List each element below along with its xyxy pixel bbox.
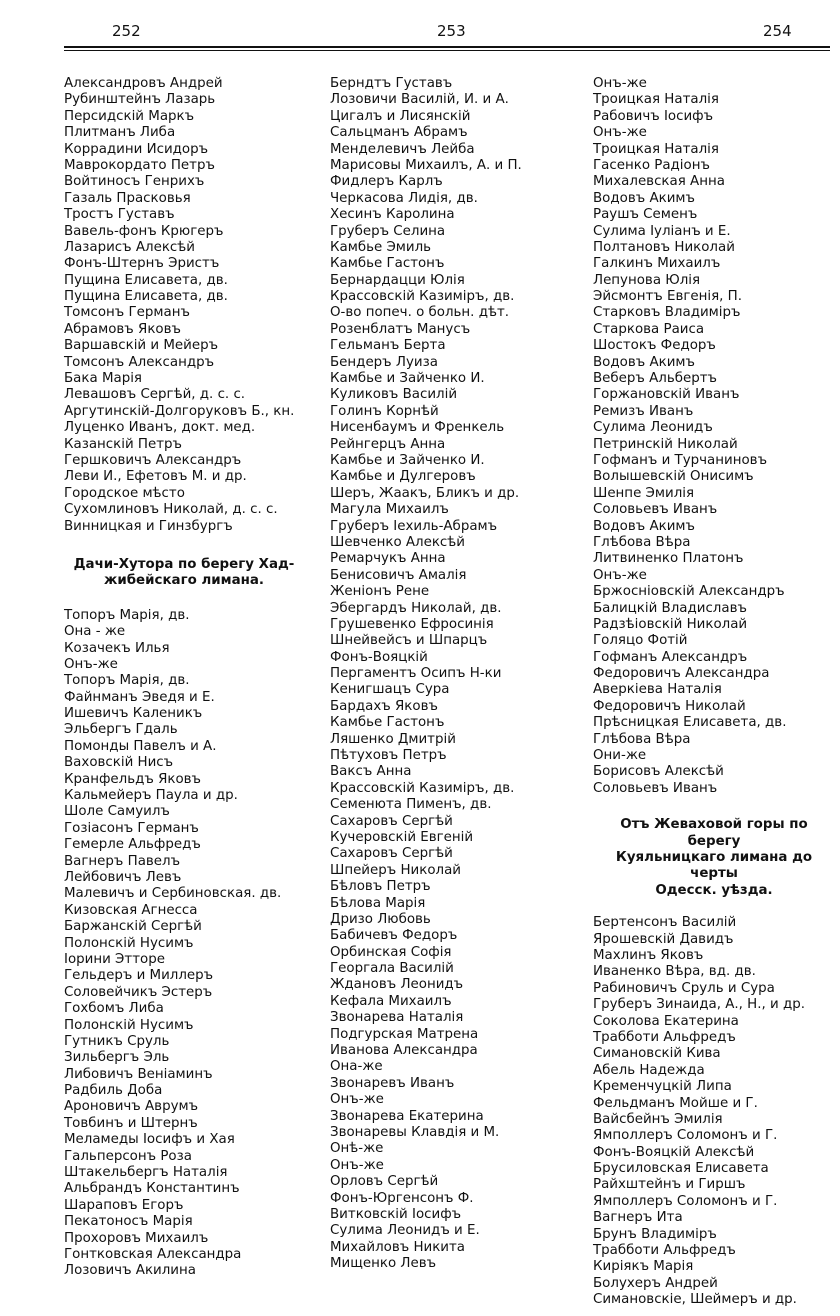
list-item: Кальмейеръ Паула и др. [64,788,238,804]
list-item: Рейнгерцъ Анна [330,436,446,452]
list-item: Ваховскій Нисъ [64,755,174,771]
list-item: Лозовичи Василій, И. и А. [330,92,509,108]
list-item: Камбье и Зайченко И. [330,371,485,387]
section-heading-line: жибейскаго лимана. [104,573,264,589]
list-item: Водовъ Акимъ [593,354,695,370]
list-item: Бака Марія [64,371,142,387]
list-item: Товбинъ и Штернъ [64,1115,198,1131]
list-item: Фонъ-Юргенсонъ Ф. [330,1190,474,1206]
list-item: Крассовскій Казиміръ, дв. [330,780,515,796]
list-item: Баржанскій Сергѣй [64,919,202,935]
list-item: Вагнеръ Павелъ [64,853,181,869]
list-item: Брусиловская Елисавета [593,1161,769,1177]
list-item: Гофманъ и Турчаниновъ [593,452,768,468]
list-item: Старковъ Владиміръ [593,305,741,321]
page-header [0,0,840,48]
list-item: Топоръ Марія, дв. [64,673,190,689]
list-item: Полонскій Нусимъ [64,935,194,951]
list-item: Аргутинскій-Долгоруковъ Б., кн. [64,403,295,419]
list-item: Женіонъ Рене [330,584,430,600]
list-item: Петринскій Николай [593,436,738,452]
list-item: Лепунова Юлія [593,272,701,288]
list-item: Вавель-фонъ Крюгеръ [64,223,224,239]
list-item: Сальцманъ Абрамъ [330,125,468,141]
list-item: Звонарева Екатерина [330,1108,484,1124]
list-item: Плитманъ Либа [64,125,176,141]
list-item: Мищенко Левъ [330,1256,437,1272]
list-item: Аверкіева Наталія [593,682,722,698]
list-item: Симановскіе, Шеймеръ и др. [593,1292,797,1308]
list-item: Соловейчикъ Эстеръ [64,984,213,1000]
list-item: Федоровичъ Николай [593,698,746,714]
list-item: Орловъ Сергѣй [330,1174,439,1190]
header-rule [64,46,830,48]
list-item: Эбергардъ Николай, дв. [330,600,502,616]
list-item: Гозіасонъ Германъ [64,820,199,836]
list-item: Городское мѣсто [64,485,185,501]
list-item: Камбье и Зайченко И. [330,452,485,468]
list-item: Водовъ Акимъ [593,518,695,534]
list-item: Тростъ Густавъ [64,207,175,223]
list-item: Фидлеръ Карлъ [330,174,443,190]
list-item: Магула Михаилъ [330,502,449,518]
list-item: Киріякъ Марія [593,1259,694,1275]
list-item: Лазарисъ Алексѣй [64,239,195,255]
list-item: Махлинъ Яковъ [593,948,704,963]
list-item: Прѣсницкая Елисавета, дв. [593,715,787,731]
list-item: Либовичъ Веніаминъ [64,1066,213,1082]
list-item: Она - же [64,624,126,640]
list-item: Ждановъ Леонидъ [330,977,464,993]
list-item: Александровъ Андрей [64,76,223,91]
list-item: Подгурская Матрена [330,1026,479,1042]
list-item: Ваксъ Анна [330,764,412,780]
list-item: Леви И., Ефетовъ М. и др. [64,469,247,485]
list-item: Иванова Александра [330,1043,478,1059]
list-item: Гершковичъ Александръ [64,452,242,468]
list-item: Груберъ Іехиль-Абрамъ [330,518,498,534]
list-item: Гельдеръ и Миллеръ [64,968,214,984]
list-item: Малевичъ и Сербиновская. дв. [64,886,282,902]
list-item: Фонъ-Вояцкій [330,649,428,665]
list-item: Онъ-же [330,1157,384,1173]
section-heading-line: Одесск. уѣзда. [655,882,773,898]
list-item: Они-же [593,748,647,764]
list-item: Персидскій Маркъ [64,108,195,124]
list-item: Гутникъ Сруль [64,1033,170,1049]
list-item: Сахаровъ Сергѣй [330,846,453,862]
list-item: Шнейвейсъ и Шпарцъ [330,633,488,649]
list-item: Троицкая Наталія [593,141,719,157]
list-item: Луценко Иванъ, докт. мед. [64,420,256,436]
list-item: Ремизъ Иванъ [593,403,694,419]
list-item: Трабботи Альфредъ [593,1243,736,1259]
list-item: Коррадини Исидоръ [64,141,209,157]
list-item: Фонъ-Штернъ Эристъ [64,256,220,272]
list-item: Полонскій Нусимъ [64,1017,194,1033]
list-item: О-во попеч. о больн. дѣт. [330,305,510,321]
list-item: Помонды Павелъ и А. [64,738,217,754]
list-item: Черкасова Лидія, дв. [330,190,478,206]
header-rule-thin [64,50,830,51]
list-item: Кизовская Агнесса [64,902,198,918]
list-item: Пергаментъ Осипъ Н-ки [330,666,502,682]
list-item: Горжановскій Иванъ [593,387,740,403]
list-item: Она-же [330,1059,383,1075]
list-item: Троицкая Наталія [593,92,719,108]
section-heading [64,557,304,590]
list-item: Вайсбейнъ Эмилія [593,1111,723,1127]
list-item: Кенигшацъ Сура [330,682,450,698]
section-heading-line: Дачи-Хутора по берегу Хад- [73,556,295,572]
list-item: Звонаревы Клавдія и М. [330,1125,500,1140]
list-item: Кефала Михаилъ [330,993,452,1009]
list-item: Балицкій Владиславъ [593,600,747,616]
spacer [64,535,304,557]
section-heading [593,817,835,899]
list-item: Рабиновичъ Сруль и Сура [593,980,775,996]
page-number-right: 254 [763,22,792,40]
list-item: Шеръ, Жаакъ, Бликъ и др. [330,485,520,501]
spacer [593,899,835,915]
list-item: Абрамовъ Яковъ [64,321,181,337]
column-1 [64,76,304,1280]
list-item: Райхштейнъ и Гиршъ [593,1177,746,1193]
list-item: Варшавскій и Мейеръ [64,338,219,354]
list-item: Менделевичъ Лейба [330,141,475,157]
list-item: Галкинъ Михаилъ [593,256,721,272]
list-item: Іорини Этторе [64,951,165,967]
list-item: Ямполлеръ Соломонъ и Г. [593,1193,778,1209]
list-item: Шараповъ Егоръ [64,1197,184,1213]
list-item: Кранфельдъ Яковъ [64,771,202,787]
list-item: Шостокъ Федоръ [593,338,716,354]
list-item: Камбье Гастонъ [330,715,445,731]
list-item: Хесинъ Каролина [330,207,455,223]
list-item: Берндтъ Густавъ [330,76,453,91]
list-item: Пѣтуховъ Петръ [330,748,447,764]
list-item: Старкова Раиса [593,321,705,337]
list-item: Шпейеръ Николай [330,862,461,878]
list-item: Голинъ Корнѣй [330,403,439,419]
list-item: Войтиносъ Генрихъ [64,174,205,190]
list-item: Эльбергъ Гдаль [64,722,178,738]
spacer [64,590,304,608]
list-item: Груберъ Селина [330,223,446,239]
list-item: Звонарева Наталія [330,1010,464,1026]
list-item: Голяцо Фотій [593,633,688,649]
list-item: Вагнеръ Ита [593,1210,683,1226]
list-item: Маврокордато Петръ [64,157,215,173]
list-item: Глѣбова Вѣра [593,731,691,747]
list-item: Гохбомъ Либа [64,1001,164,1017]
list-item: Онъ-же [330,1092,384,1108]
column-2 [330,76,580,1273]
list-item: Куликовъ Василій [330,387,458,403]
list-item: Лейбовичъ Левъ [64,870,182,885]
list-item: Радбиль Доба [64,1083,163,1099]
list-item: Георгала Василій [330,961,454,977]
list-item: Рабовичъ Іосифъ [593,108,714,124]
list-item: Камбье Эмиль [330,239,432,255]
list-item: Дризо Любовь [330,911,431,927]
list-item: Иваненко Вѣра, вд. дв. [593,964,756,980]
list-item: Орбинская Софія [330,944,452,960]
list-item: Шенпе Эмилія [593,485,695,501]
list-item: Симановскій Кива [593,1046,721,1062]
list-item: Грушевенко Ефросинія [330,616,494,632]
list-item: Бернардацци Юлія [330,272,465,288]
list-item: Ремарчукъ Анна [330,551,446,567]
list-item: Нисенбаумъ и Френкель [330,420,505,436]
list-item: Гемерле Альфредъ [64,837,201,853]
list-item: Левашовъ Сергѣй, д. с. с. [64,387,246,403]
list-item: Бендеръ Луиза [330,354,438,370]
list-item: Михалевская Анна [593,174,725,190]
list-item: Цигалъ и Лисянскій [330,108,471,124]
list-item: Груберъ Зинаида, А., Н., и др. [593,997,805,1013]
list-item: Пущина Елисавета, дв. [64,289,228,305]
list-item: Крассовскій Казиміръ, дв. [330,289,515,305]
list-item: Витковскій Іосифъ [330,1206,462,1222]
list-item: Веберъ Альбертъ [593,371,718,387]
list-item: Файнманъ Эведя и Е. [64,689,215,705]
list-item: Брунъ Владиміръ [593,1226,717,1242]
list-item: Лозовичъ Акилина [64,1263,196,1279]
list-item: Сулима Леонидъ и Е. [330,1223,480,1239]
list-item: Рубинштейнъ Лазарь [64,92,216,108]
list-item: Штакельбергъ Наталія [64,1165,228,1181]
section-heading-line: Куяльницкаго лимана до черты [615,850,813,882]
list-item: Камбье Гастонъ [330,256,445,272]
list-item: Томсонъ Германъ [64,305,190,321]
list-item: Шоле Самуилъ [64,804,170,820]
list-item: Бѣлова Марія [330,895,426,911]
list-item: Волышевскій Онисимъ [593,469,754,485]
list-item: Сахаровъ Сергѣй [330,813,453,829]
list-item: Кременчуцкій Липа [593,1079,732,1095]
list-item: Кучеровскій Евгеній [330,829,474,845]
list-item: Камбье и Дулгеровъ [330,469,476,485]
list-item: Прохоровъ Михаилъ [64,1230,209,1246]
list-item: Радзѣіовскій Николай [593,616,748,632]
page-number-center: 253 [437,22,466,40]
list-item: Пущина Елисавета, дв. [64,272,228,288]
list-item: Онъ-же [593,76,647,91]
list-item: Альбрандъ Константинъ [64,1181,240,1197]
list-item: Казанскій Петръ [64,436,182,452]
list-item: Марисовы Михаилъ, А. и П. [330,157,522,173]
list-item: Ямполлеръ Соломонъ и Г. [593,1128,778,1144]
column-3 [593,76,835,1309]
list-item: Гонтковская Александра [64,1246,242,1262]
list-item: Ляшенко Дмитрій [330,731,456,747]
list-item: Пекатоносъ Марія [64,1214,193,1230]
list-item: Онъ-же [593,125,647,141]
list-item: Меламеды Іосифъ и Хая [64,1132,235,1148]
list-item: Онѣ-же [330,1141,384,1157]
list-item: Бржосніовскій Александръ [593,584,785,600]
list-item: Бабичевъ Федоръ [330,928,458,944]
list-item: Зильбергъ Эль [64,1050,170,1066]
list-item: Ярошевскій Давидъ [593,931,734,947]
list-item: Звонаревъ Иванъ [330,1075,455,1091]
list-item: Ароновичъ Аврумъ [64,1099,199,1115]
list-item: Газаль Прасковья [64,190,191,206]
list-item: Эйсмонтъ Евгенія, П. [593,289,742,305]
list-item: Сухомлиновъ Николай, д. с. с. [64,502,278,518]
list-item: Шевченко Алексѣй [330,534,465,550]
list-item: Борисовъ Алексѣй [593,764,724,780]
list-item: Бертенсонъ Василій [593,915,737,931]
list-item: Козачекъ Илья [64,640,170,656]
section-heading-line: Отъ Жеваховой горы по берегу [620,817,808,849]
list-item: Онъ-же [593,567,647,583]
list-item: Гальперсонъ Роза [64,1148,192,1164]
list-item: Водовъ Акимъ [593,190,695,206]
list-item: Абель Надежда [593,1062,705,1078]
page-number-left: 252 [112,22,141,40]
list-item: Бардахъ Яковъ [330,698,438,714]
list-item: Полтановъ Николай [593,239,735,255]
list-item: Раушъ Семенъ [593,207,698,223]
list-item: Ишевичъ Каленикъ [64,706,203,722]
list-item: Онъ-же [64,656,118,672]
list-item: Бѣловъ Петръ [330,879,431,895]
list-item: Розенблатъ Манусъ [330,321,471,337]
list-item: Сулима Леонидъ [593,420,713,436]
list-item: Бенисовичъ Амалія [330,567,467,583]
list-item: Михайловъ Никита [330,1239,466,1255]
list-item: Сулима Іуліанъ и Е. [593,223,731,239]
list-item: Болухеръ Андрей [593,1275,718,1291]
list-item: Соловьевъ Иванъ [593,502,718,518]
list-item: Фельдманъ Мойше и Г. [593,1095,758,1111]
list-item: Трабботи Альфредъ [593,1029,736,1045]
list-item: Федоровичъ Александра [593,666,770,682]
list-item: Гельманъ Берта [330,338,446,354]
list-item: Топоръ Марія, дв. [64,607,190,623]
list-item: Соколова Екатерина [593,1013,739,1029]
list-item: Винницкая и Гинзбургъ [64,518,233,534]
list-item: Соловьевъ Иванъ [593,780,718,796]
spacer [593,797,835,817]
list-item: Гофманъ Александръ [593,649,748,665]
list-item: Литвиненко Платонъ [593,551,744,567]
list-item: Томсонъ Александръ [64,354,215,370]
list-item: Фонъ-Вояцкій Алексѣй [593,1144,755,1160]
list-item: Гасенко Радіонъ [593,157,710,173]
list-item: Глѣбова Вѣра [593,534,691,550]
list-item: Семенюта Пименъ, дв. [330,797,492,813]
